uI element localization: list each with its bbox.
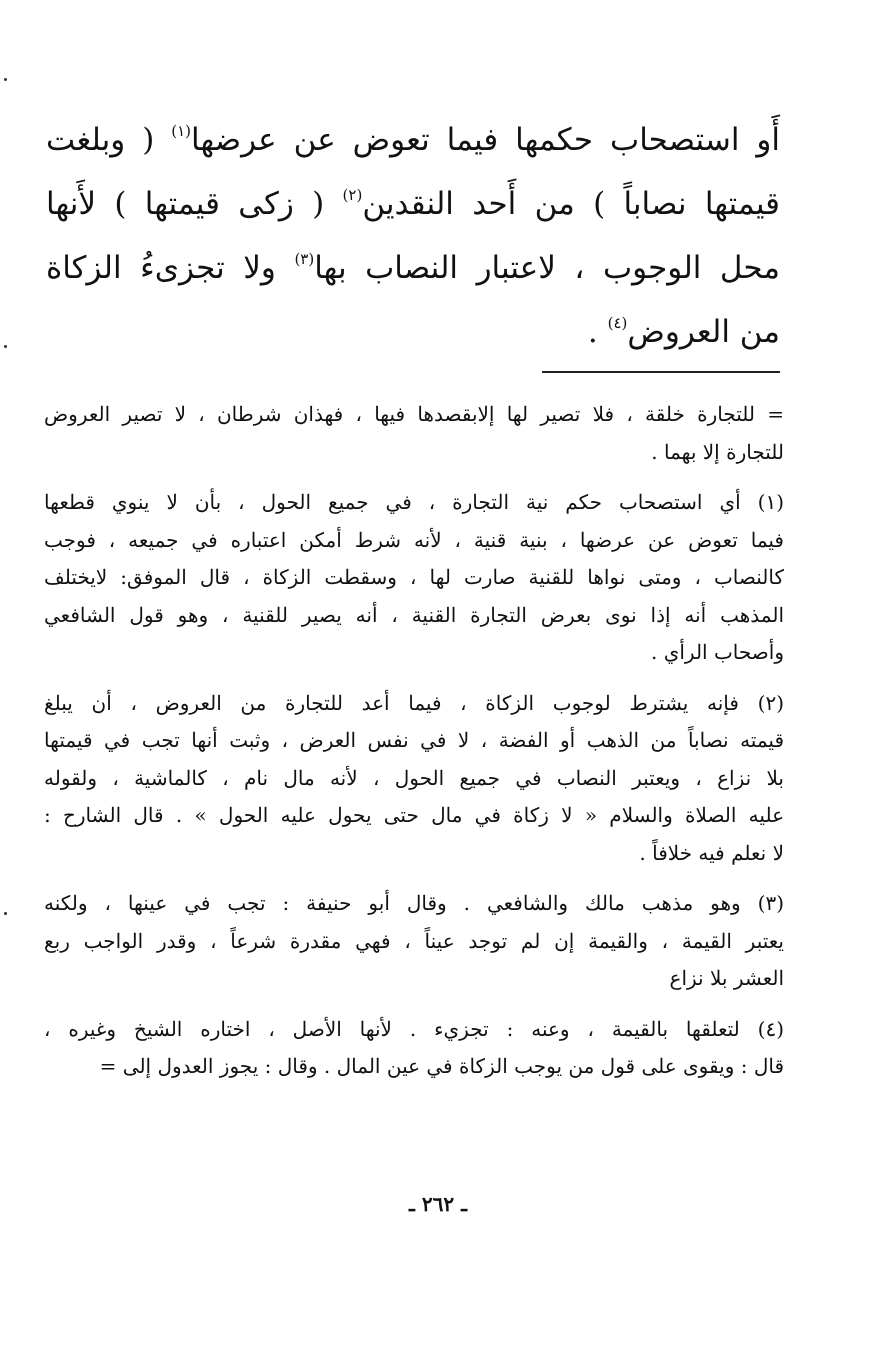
footnote-line: بلا نزاع ، ويعتبر النصاب في جميع الحول ، لأنه مال نام ، كالماشية ، ولقوله — [44, 765, 784, 790]
footnote-line: وأصحاب الرأي . — [651, 640, 784, 664]
main-text-line — [46, 236, 780, 300]
footnote-line: يعتبر القيمة ، والقيمة إن لم توجد عيناً ، فهي مقدرة شرعاً ، وقدر الواجب ربع — [44, 928, 784, 953]
main-text-segment: أَو استصحاب حكمها فيما تعوض عن عرضها — [191, 122, 781, 158]
footnote-ref: (٤) — [607, 314, 628, 332]
main-text-line — [46, 300, 780, 364]
footnote-separator — [542, 371, 780, 373]
main-text-segment: قيمتها نصاباً ) من أَحد النقدين — [362, 186, 780, 222]
footnote-line: قيمته نصاباً من الذهب أو الفضة ، لا في نفس العرض ، وثبت أنها تجب في قيمتها — [44, 728, 784, 752]
main-text-line — [46, 108, 780, 172]
footnote-line: عليه الصلاة والسلام « لا زكاة في مال حتى يحول عليه الحول » . قال الشارح : — [44, 803, 784, 827]
footnote-ref: (١) — [171, 122, 192, 140]
main-text — [46, 108, 780, 364]
footnote-line: = للتجارة خلقة ، فلا تصير لها إلابقصدها فيها ، فهذان شرطان ، لا تصير العروض — [44, 402, 784, 426]
footnotes — [44, 396, 784, 1099]
footnote-line: كالنصاب ، ومتى نواها للقنية صارت لها ، وسقطت الزكاة ، قال الموفق: لايختلف — [44, 565, 784, 589]
footnote-ref: (٣) — [294, 250, 315, 268]
footnote-3 — [44, 885, 784, 998]
footnote-line: للتجارة إلا بهما . — [651, 439, 784, 464]
footnote-line: المذهب أنه إذا نوى بعرض التجارة القنية ، أنه يصير للقنية ، وهو قول الشافعي — [44, 602, 784, 627]
main-text-segment: ( زكى قيمتها ) لأَنها — [46, 186, 343, 222]
footnote-2 — [44, 685, 784, 873]
footnote-4 — [44, 1011, 784, 1086]
page-number: ـ ٢٦٢ ـ — [409, 1192, 467, 1216]
margin-mark — [4, 912, 7, 915]
footnote-line: (٢) فإنه يشترط لوجوب الزكاة ، فيما أعد للتجارة من العروض ، أن يبلغ — [44, 690, 784, 715]
main-text-line — [46, 172, 780, 236]
footnote-line: (١) أي استصحاب حكم نية التجارة ، في جميع الحول ، بأن لا ينوي قطعها — [44, 490, 784, 514]
main-text-segment: . — [587, 314, 608, 350]
footnote-ref: (٢) — [342, 186, 363, 204]
main-text-segment: محل الوجوب ، لاعتبار النصاب بها — [314, 250, 780, 286]
main-text-segment: من العروض — [627, 314, 780, 350]
footnote-line: (٣) وهو مذهب مالك والشافعي . وقال أبو حنيفة : تجب في عينها ، ولكنه — [44, 891, 784, 915]
footnote-1 — [44, 484, 784, 672]
footnote-line: قال : ويقوى على قول من يوجب الزكاة في عين المال . وقال : يجوز العدول إلى = — [99, 1054, 784, 1078]
footnote-line: (٤) لتعلقها بالقيمة ، وعنه : تجزيء . لأنها الأصل ، اختاره الشيخ وغيره ، — [44, 1016, 784, 1041]
footnote-line: لا نعلم فيه خلافاً . — [639, 840, 784, 865]
main-text-segment: ( وبلغت — [46, 122, 172, 158]
footnote-continuation — [44, 396, 784, 471]
margin-mark — [4, 78, 7, 81]
footnote-line: العشر بلا نزاع — [669, 966, 784, 990]
main-text-segment: ولا تجزىءُ الزكاة — [46, 250, 295, 286]
footnote-line: فيما تعوض عن عرضها ، بنية قنية ، لأنه شرط أمكن اعتباره في جميعه ، فوجب — [44, 527, 784, 552]
margin-mark — [4, 345, 7, 348]
